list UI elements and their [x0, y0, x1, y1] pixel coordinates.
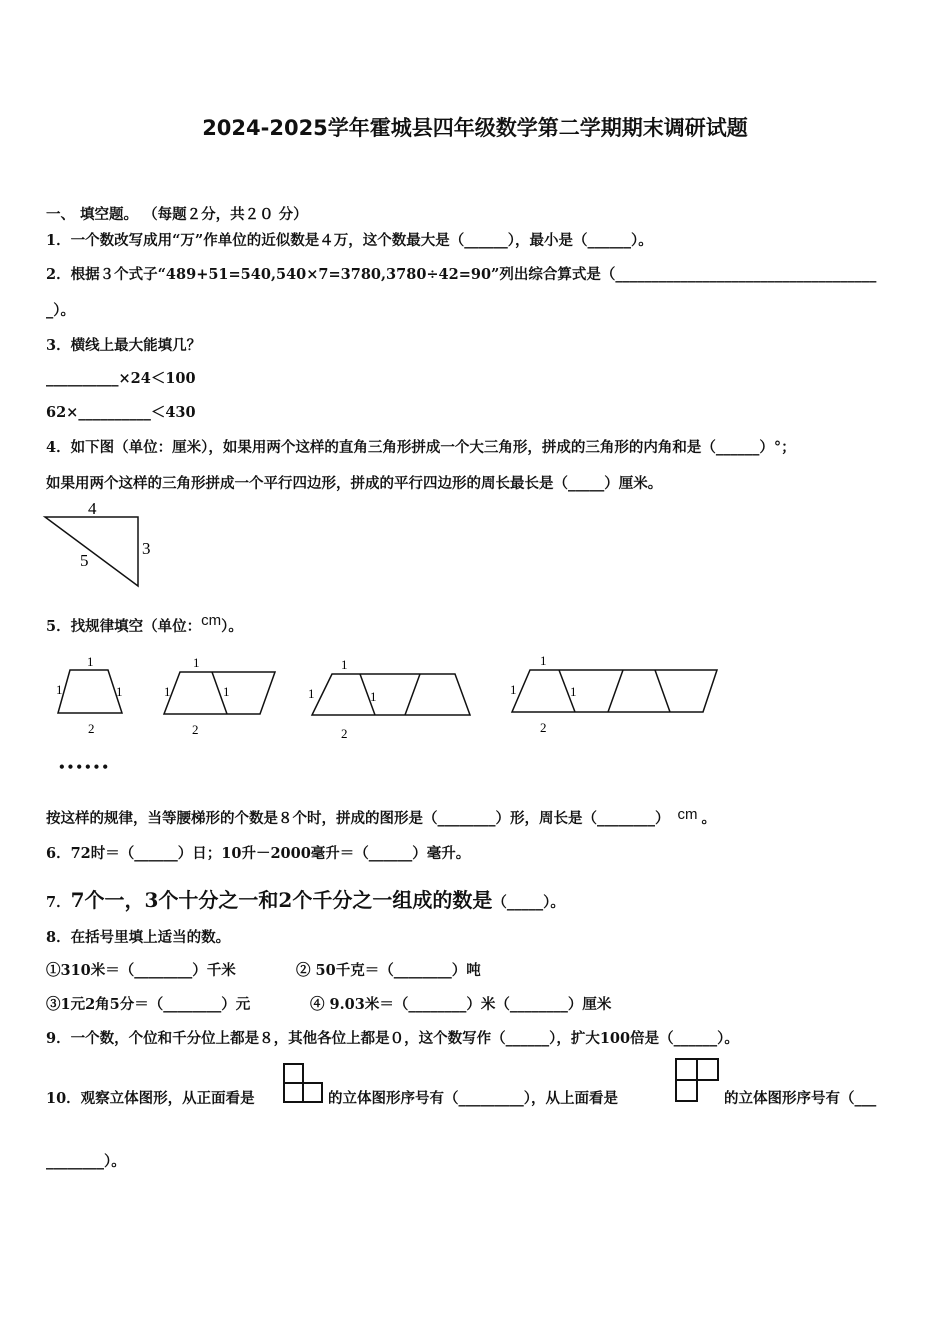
question-5-answer-end: 。 [701, 810, 716, 827]
question-7 [46, 884, 565, 913]
page-title: 2024-2025学年霍城县四年级数学第二学期期末调研试题 [202, 116, 748, 140]
question-5-text: 5．找规律填空（单位： [46, 618, 202, 635]
label-2-bottom: 2 [88, 721, 95, 736]
question-10-part-d: ________）。 [46, 1153, 126, 1170]
question-10-part-a: 10．观察立体图形，从正面看是 [46, 1090, 255, 1107]
question-10-part-c: 的立体图形序号有（___ [724, 1090, 877, 1107]
top-view-cell-top-right [696, 1058, 719, 1081]
question-7-blank: （_____）。 [492, 894, 565, 911]
question-5-end: ）。 [221, 618, 243, 635]
question-3: 3．横线上最大能填几？ [46, 337, 202, 354]
trapezoid-group-1 [58, 670, 122, 713]
front-view-figure [283, 1063, 325, 1105]
trapezoid-group-3 [312, 674, 470, 715]
label-4-top: 1 [540, 653, 547, 668]
question-8-item-2: ② 50千克＝（________）吨 [296, 962, 481, 979]
front-view-cell-bottom-right [302, 1082, 323, 1103]
question-8-item-4: ④ 9.03米＝（________）米（________）厘米 [310, 996, 612, 1013]
label-3-mid: 1 [370, 689, 377, 704]
triangle-label-top: 4 [88, 499, 97, 518]
question-2-line2: _）。 [46, 302, 75, 319]
triangle-label-hyp: 5 [80, 551, 89, 570]
question-8-item-3: ③1元2角5分＝（________）元 [46, 996, 251, 1013]
label-1-right: 1 [116, 684, 123, 699]
label-3-top: 1 [341, 657, 348, 672]
section-heading: 一、 填空题。 （每题２分，共２０ 分） [46, 206, 308, 223]
question-5 [46, 612, 243, 636]
question-6: 6．72时＝（______）日；10升－2000毫升＝（______）毫升。 [46, 845, 471, 862]
question-5-answer [46, 807, 716, 828]
triangle-label-right: 3 [142, 539, 151, 558]
question-1: 1．一个数改写成用“万”作单位的近似数是４万，这个数最大是（______），最小是（______）。 [46, 232, 653, 249]
question-8-item-1: ①310米＝（________）千米 [46, 962, 236, 979]
label-2-bottom2: 2 [192, 722, 199, 737]
front-view-cell-bottom-left [283, 1082, 304, 1103]
question-3-item-a: __________×24＜100 [46, 370, 196, 387]
question-7-text: 7个一，3个十分之一和2个千分之一组成的数是 [70, 888, 493, 912]
question-5-answer-unit: cm [677, 806, 698, 823]
label-4-mid: 1 [570, 684, 577, 699]
question-4-line1: 4．如下图（单位：厘米），如果用两个这样的直角三角形拼成一个大三角形，拼成的三角形的内角和是（______）°； [46, 439, 796, 456]
label-4-bottom: 2 [540, 720, 547, 735]
triangle-shape [45, 517, 138, 586]
trapezoid-pattern-figure [40, 648, 740, 743]
question-5-unit: cm [201, 612, 222, 629]
question-9: 9．一个数，个位和千分位上都是８，其他各位上都是０，这个数写作（______），扩大100倍是（______）。 [46, 1030, 739, 1047]
right-triangle-figure [40, 496, 160, 592]
top-view-cell-bottom-left [675, 1079, 698, 1102]
question-3-item-b: 62×__________＜430 [46, 404, 196, 421]
question-7-number: 7． [46, 894, 71, 911]
label-2-top: 1 [193, 655, 200, 670]
front-view-cell-top [283, 1063, 304, 1084]
question-8: 8．在括号里填上适当的数。 [46, 929, 231, 946]
label-4-left: 1 [510, 682, 517, 697]
label-3-bottom: 2 [341, 726, 348, 741]
question-2-line1: 2．根据３个式子“489+51=540,540×7=3780,3780÷42=90”列出综合算式是（____________________________________ [46, 266, 877, 283]
label-2-mid: 1 [223, 684, 230, 699]
question-4-line2: 如果用两个这样的三角形拼成一个平行四边形，拼成的平行四边形的周长最长是（_____）厘米。 [46, 475, 663, 492]
label-3-left: 1 [308, 686, 315, 701]
top-view-cell-top-left [675, 1058, 698, 1081]
ellipsis-dots: •••••• [58, 760, 111, 774]
label-1-top: 1 [87, 654, 94, 669]
label-1-left: 1 [56, 682, 63, 697]
question-5-answer-text: 按这样的规律，当等腰梯形的个数是８个时，拼成的图形是（________）形，周长是（________） [46, 810, 670, 827]
trapezoid-group-4 [512, 670, 717, 712]
top-view-figure [675, 1058, 721, 1104]
question-10-part-b: 的立体图形序号有（_________），从上面看是 [328, 1090, 618, 1107]
label-2-left: 1 [164, 684, 171, 699]
